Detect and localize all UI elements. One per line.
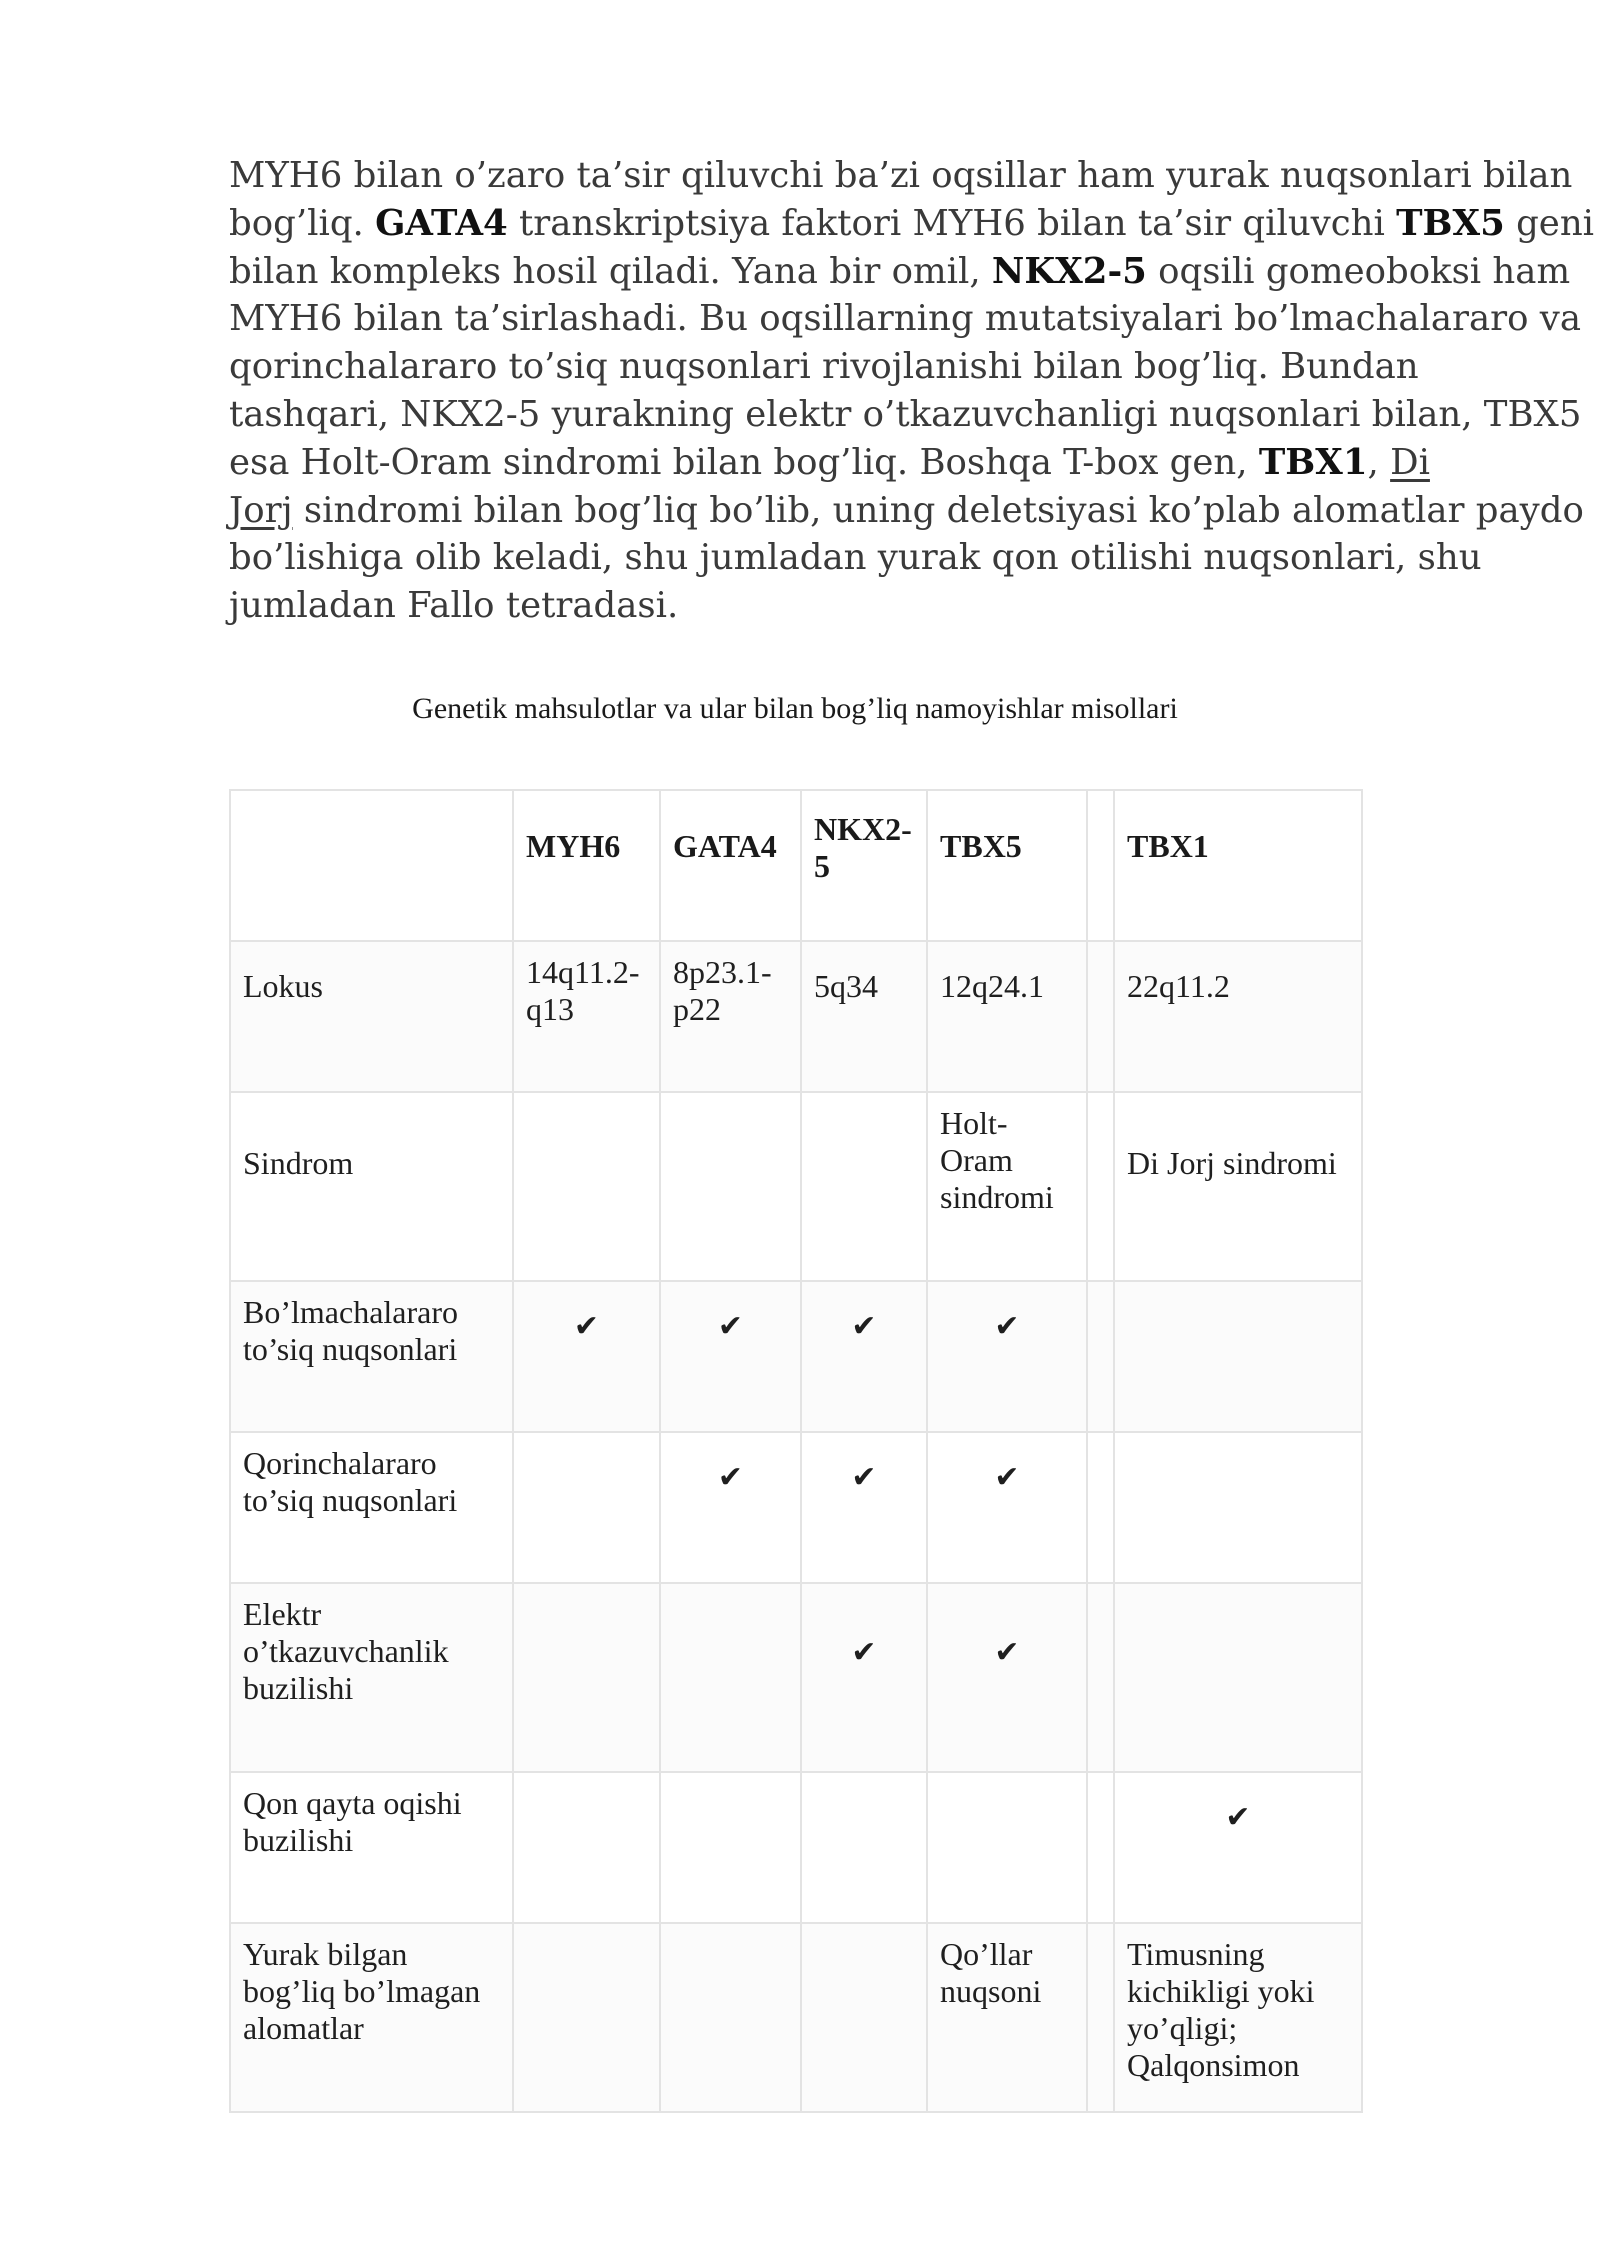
paragraph-text: MYH6 bilan ta’sirlashadi. Bu oqsillarning mutatsiyalari bo’lmachalararo va — [229, 298, 1581, 340]
row-label-sindrom: Sindrom — [230, 1092, 513, 1281]
paragraph-line — [229, 343, 1529, 391]
table-cell — [660, 1092, 801, 1281]
table-cell — [1087, 1432, 1114, 1583]
gene-name-nkx2-5: NKX2-5 — [991, 250, 1147, 292]
table-cell — [513, 1923, 660, 2112]
header-cell-empty — [230, 790, 513, 941]
row-label-ventricular: Qorinchalararo to’siq nuqsonlari — [230, 1432, 513, 1583]
paragraph-text: bo’lishiga olib keladi, shu jumladan yurak qon otilishi nuqsonlari, shu — [229, 537, 1482, 579]
table-cell — [513, 1583, 660, 1772]
table-row — [230, 1092, 1362, 1281]
di-jorj-link[interactable]: Di — [1390, 441, 1430, 483]
table-cell: Di Jorj sindromi — [1114, 1092, 1362, 1281]
table-row — [230, 1432, 1362, 1583]
table-header-row — [230, 790, 1362, 941]
table-cell — [927, 1772, 1087, 1923]
paragraph-line — [229, 200, 1595, 248]
header-cell-nkx2-5: NKX2-5 — [801, 790, 927, 941]
check-icon: ✔ — [927, 1281, 1087, 1432]
table-cell — [1087, 1772, 1114, 1923]
table-cell — [513, 1432, 660, 1583]
paragraph-line — [229, 439, 1529, 487]
table-cell — [513, 1772, 660, 1923]
check-icon: ✔ — [801, 1281, 927, 1432]
table-cell: 8p23.1-p22 — [660, 941, 801, 1092]
paragraph-line — [229, 295, 1581, 343]
paragraph-line — [229, 152, 1573, 200]
table-row — [230, 1583, 1362, 1772]
table-cell — [801, 1923, 927, 2112]
check-icon: ✔ — [801, 1432, 927, 1583]
check-icon: ✔ — [660, 1281, 801, 1432]
header-cell-myh6: MYH6 — [513, 790, 660, 941]
table-cell — [660, 1923, 801, 2112]
table-cell — [1087, 941, 1114, 1092]
check-icon: ✔ — [513, 1281, 660, 1432]
row-label-atrial: Bo’lmachalararo to’siq nuqsonlari — [230, 1281, 513, 1432]
paragraph-line — [229, 582, 1529, 630]
table-cell: 5q34 — [801, 941, 927, 1092]
header-cell-spacer — [1087, 790, 1114, 941]
gene-name-gata4: GATA4 — [375, 202, 508, 244]
table-cell: Holt-Oram sindromi — [927, 1092, 1087, 1281]
gene-name-tbx1: TBX1 — [1258, 441, 1368, 483]
check-icon: ✔ — [927, 1583, 1087, 1772]
paragraph-text: MYH6 bilan o’zaro ta’sir qiluvchi ba’zi oqsillar ham yurak nuqsonlari bilan — [229, 155, 1573, 196]
table-cell — [1114, 1432, 1362, 1583]
table-caption: Genetik mahsulotlar va ular bilan bog’liq namoyishlar misollari — [412, 692, 1178, 725]
paragraph-text: sindromi bilan bog’liq bo’lib, uning deletsiyasi ko’plab alomatlar paydo — [292, 489, 1584, 531]
di-jorj-link[interactable]: Jorj — [229, 489, 293, 531]
paragraph-text: esa Holt-Oram sindromi bilan bog’liq. Boshqa T-box gen, — [229, 441, 1259, 483]
table-cell — [1087, 1281, 1114, 1432]
header-cell-tbx1: TBX1 — [1114, 790, 1362, 941]
paragraph-text: tashqari, NKX2-5 yurakning elektr o’tkazuvchanligi nuqsonlari bilan, TBX5 — [229, 393, 1582, 435]
table-row — [230, 1281, 1362, 1432]
table-cell — [801, 1092, 927, 1281]
row-label-noncardiac: Yurak bilgan bog’liq bo’lmagan alomatlar — [230, 1923, 513, 2112]
gene-table — [229, 789, 1363, 2113]
table-row — [230, 941, 1362, 1092]
paragraph-text: , — [1367, 441, 1391, 483]
paragraph-text: transkriptsiya faktori MYH6 bilan ta’sir qiluvchi — [507, 202, 1397, 244]
table-cell — [1114, 1281, 1362, 1432]
paragraph-text: qorinchalararo to’siq nuqsonlari rivojlanishi bilan bog’liq. Bundan — [229, 346, 1419, 388]
check-icon: ✔ — [927, 1432, 1087, 1583]
table-cell — [1087, 1923, 1114, 2112]
table-cell — [513, 1092, 660, 1281]
table-row — [230, 1923, 1362, 2112]
paragraph-text: bilan kompleks hosil qiladi. Yana bir omil, — [229, 250, 992, 292]
paragraph-line — [229, 534, 1529, 582]
paragraph-text: bog’liq. — [229, 202, 376, 244]
table-cell: Timusning kichikligi yoki yo’qligi; Qalqonsimon — [1114, 1923, 1362, 2112]
row-label-regurgitation: Qon qayta oqishi buzilishi — [230, 1772, 513, 1923]
paragraph-text: geni — [1504, 202, 1595, 244]
table-cell — [1087, 1092, 1114, 1281]
table-cell: 14q11.2-q13 — [513, 941, 660, 1092]
table-cell — [1087, 1583, 1114, 1772]
paragraph-text: oqsili gomeoboksi ham — [1146, 250, 1571, 292]
header-cell-gata4: GATA4 — [660, 790, 801, 941]
header-cell-tbx5: TBX5 — [927, 790, 1087, 941]
table-row — [230, 1772, 1362, 1923]
paragraph-text: jumladan Fallo tetradasi. — [229, 585, 679, 627]
check-icon: ✔ — [1114, 1772, 1362, 1923]
table-cell — [660, 1583, 801, 1772]
row-label-conduction: Elektr o’tkazuvchanlik buzilishi — [230, 1583, 513, 1772]
row-label-lokus: Lokus — [230, 941, 513, 1092]
check-icon: ✔ — [660, 1432, 801, 1583]
table-cell: Qo’llar nuqsoni — [927, 1923, 1087, 2112]
table-cell: 12q24.1 — [927, 941, 1087, 1092]
table-cell — [801, 1772, 927, 1923]
paragraph-line — [229, 391, 1582, 439]
body-paragraph — [229, 152, 1595, 630]
table-cell — [1114, 1583, 1362, 1772]
table-cell — [660, 1772, 801, 1923]
gene-name-tbx5: TBX5 — [1396, 202, 1505, 244]
paragraph-line — [229, 487, 1584, 535]
check-icon: ✔ — [801, 1583, 927, 1772]
paragraph-line — [229, 248, 1571, 296]
table-cell: 22q11.2 — [1114, 941, 1362, 1092]
